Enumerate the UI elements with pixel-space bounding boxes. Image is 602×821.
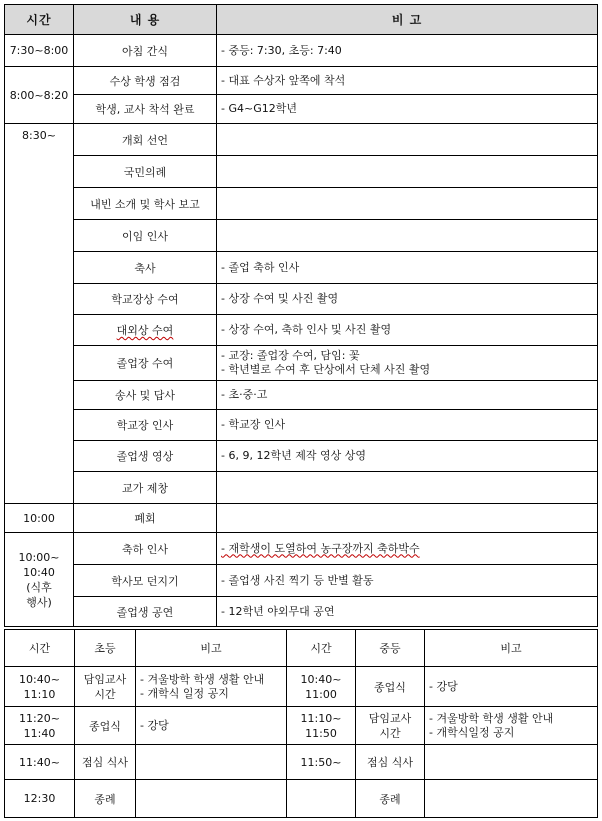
- mid-header-remarks: 비고: [425, 630, 598, 667]
- table-row: [5, 220, 598, 252]
- table-row: [5, 284, 598, 315]
- remarks-cell: [217, 95, 598, 124]
- remarks-cell: [217, 156, 598, 188]
- remarks-cell: [217, 67, 598, 95]
- table-row: [5, 188, 598, 220]
- elem-time-cell: [5, 707, 75, 745]
- remarks-cell: [217, 565, 598, 597]
- content-cell: 축하 인사: [74, 533, 217, 565]
- content-cell: 송사 및 답사: [74, 381, 217, 410]
- content-text: 대외상 수여: [116, 324, 174, 337]
- remark-line: - 교장: 졸업장 수여, 담임: 꽃: [221, 349, 360, 362]
- content-cell: 졸업생 공연: [74, 597, 217, 627]
- time-cell: 10:00: [5, 504, 74, 533]
- mid-time-cell: [287, 707, 356, 745]
- elem-time-cell: 12:30: [5, 780, 75, 818]
- content-cell: 학교장 인사: [74, 410, 217, 441]
- elem-header-time: 시간: [5, 630, 75, 667]
- table-row: [5, 156, 598, 188]
- remarks-cell: [217, 597, 598, 627]
- table-row: [5, 252, 598, 284]
- time-cell: 7:30~8:00: [5, 35, 74, 67]
- remarks-cell: [217, 533, 598, 565]
- content-cell: 개회 선언: [74, 124, 217, 156]
- table-row: [5, 597, 598, 627]
- remark-line: - 학년별로 수여 후 단상에서 단체 사진 촬영: [221, 363, 431, 376]
- remarks-cell: [217, 410, 598, 441]
- mid-activity-cell: 종례: [356, 780, 425, 818]
- remark-line: - G4~G12학년: [221, 102, 297, 115]
- elem-time-cell: 11:40~: [5, 745, 75, 780]
- time-text: 10:40~ 11:10: [19, 672, 60, 701]
- remark-line: - 졸업 축하 인사: [221, 260, 300, 274]
- remark-line: - 재학생이 도열하여 농구장까지 축하박수: [221, 541, 420, 555]
- remark-line: - 겨울방학 학생 생활 안내: [429, 711, 554, 725]
- activity-text: 담임교사 시간: [368, 711, 412, 740]
- remarks-cell: [217, 188, 598, 220]
- mid-remarks-cell: [425, 707, 598, 745]
- table-row: [5, 381, 598, 410]
- remark-line: - 6, 9, 12학년 제작 영상 상영: [221, 449, 366, 462]
- table-row: [5, 504, 598, 533]
- table-row: [5, 124, 598, 156]
- time-cell: 8:30~: [5, 124, 74, 504]
- remark-line: - 중등: 7:30, 초등: 7:40: [221, 43, 342, 57]
- table-row: [5, 410, 598, 441]
- content-cell: 내빈 소개 및 학사 보고: [74, 188, 217, 220]
- remark-line: - 강당: [429, 679, 458, 693]
- split-header-row: [5, 630, 598, 667]
- remarks-cell: [217, 504, 598, 533]
- header-time: 시간: [5, 5, 74, 35]
- remark-line: - 초·중·고: [221, 388, 268, 401]
- remarks-cell: [217, 315, 598, 346]
- table-row: [5, 441, 598, 472]
- table-row: [5, 472, 598, 504]
- time-cell: [5, 533, 74, 627]
- time-text: 10:40~ 11:00: [300, 672, 342, 701]
- table-row: [5, 745, 598, 780]
- remark-line: - 졸업생 사진 찍기 등 반별 활동: [221, 573, 374, 587]
- content-cell: 아침 간식: [74, 35, 217, 67]
- elem-remarks-cell: [136, 780, 287, 818]
- mid-activity-cell: [356, 707, 425, 745]
- remark-line: - 개학식 일정 공지: [140, 686, 229, 700]
- remarks-cell: [217, 252, 598, 284]
- time-cell: 8:00~8:20: [5, 67, 74, 124]
- remark-line: - 겨울방학 학생 생활 안내: [140, 672, 265, 686]
- header-remarks: 비 고: [217, 5, 598, 35]
- remarks-cell: [217, 220, 598, 252]
- elem-header-division: 초등: [75, 630, 136, 667]
- mid-remarks-cell: [425, 780, 598, 818]
- remarks-cell: [217, 346, 598, 381]
- content-cell: 졸업장 수여: [74, 346, 217, 381]
- mid-time-cell: [287, 780, 356, 818]
- elem-activity-cell: 종업식: [75, 707, 136, 745]
- content-cell: 교가 제창: [74, 472, 217, 504]
- mid-header-time: 시간: [287, 630, 356, 667]
- elem-remarks-cell: [136, 745, 287, 780]
- elem-activity-cell: 점심 식사: [75, 745, 136, 780]
- activity-text: 담임교사 시간: [83, 672, 127, 701]
- remark-line: - 개학식일정 공지: [429, 725, 515, 739]
- schedule-header-row: [5, 5, 598, 35]
- mid-activity-cell: 종업식: [356, 667, 425, 707]
- table-row: [5, 95, 598, 124]
- remarks-cell: [217, 124, 598, 156]
- remarks-cell: [217, 381, 598, 410]
- content-cell: 이임 인사: [74, 220, 217, 252]
- elem-remarks-cell: [136, 707, 287, 745]
- table-row: [5, 67, 598, 95]
- remarks-cell: [217, 441, 598, 472]
- mid-remarks-cell: [425, 667, 598, 707]
- mid-time-cell: 11:50~: [287, 745, 356, 780]
- elem-activity-cell: 종례: [75, 780, 136, 818]
- remark-line: - 학교장 인사: [221, 418, 286, 431]
- table-row: [5, 346, 598, 381]
- table-row: [5, 667, 598, 707]
- content-cell: 학사모 던지기: [74, 565, 217, 597]
- mid-activity-cell: 점심 식사: [356, 745, 425, 780]
- table-row: [5, 565, 598, 597]
- header-content: 내 용: [74, 5, 217, 35]
- content-cell: 졸업생 영상: [74, 441, 217, 472]
- time-text: 11:20~ 11:40: [19, 711, 60, 740]
- mid-remarks-cell: [425, 745, 598, 780]
- elem-activity-cell: [75, 667, 136, 707]
- time-text: 11:10~ 11:50: [300, 711, 342, 740]
- content-cell: 학교장상 수여: [74, 284, 217, 315]
- elem-time-cell: [5, 667, 75, 707]
- schedule-table: [4, 4, 598, 627]
- content-cell: 학생, 교사 착석 완료: [74, 95, 217, 124]
- table-row: [5, 315, 598, 346]
- remarks-cell: [217, 284, 598, 315]
- remark-line: - 강당: [140, 718, 169, 732]
- remark-line: - 상장 수여, 축하 인사 및 사진 촬영: [221, 323, 392, 336]
- time-text: 10:00~ 10:40 (식후 행사): [18, 550, 60, 609]
- elem-header-remarks: 비고: [136, 630, 287, 667]
- mid-header-division: 중등: [356, 630, 425, 667]
- table-row: [5, 707, 598, 745]
- content-cell: 수상 학생 점검: [74, 67, 217, 95]
- remark-line: - 상장 수여 및 사진 촬영: [221, 292, 339, 305]
- content-cell: 축사: [74, 252, 217, 284]
- content-cell: [74, 315, 217, 346]
- remark-line: - 대표 수상자 앞쪽에 착석: [221, 73, 346, 87]
- table-row: [5, 780, 598, 818]
- split-schedule-table: [4, 629, 598, 818]
- remark-line: - 12학년 야외무대 공연: [221, 604, 335, 618]
- elem-remarks-cell: [136, 667, 287, 707]
- mid-time-cell: [287, 667, 356, 707]
- table-row: [5, 35, 598, 67]
- table-row: [5, 533, 598, 565]
- remarks-cell: [217, 472, 598, 504]
- content-cell: 국민의례: [74, 156, 217, 188]
- content-cell: 폐회: [74, 504, 217, 533]
- remarks-cell: [217, 35, 598, 67]
